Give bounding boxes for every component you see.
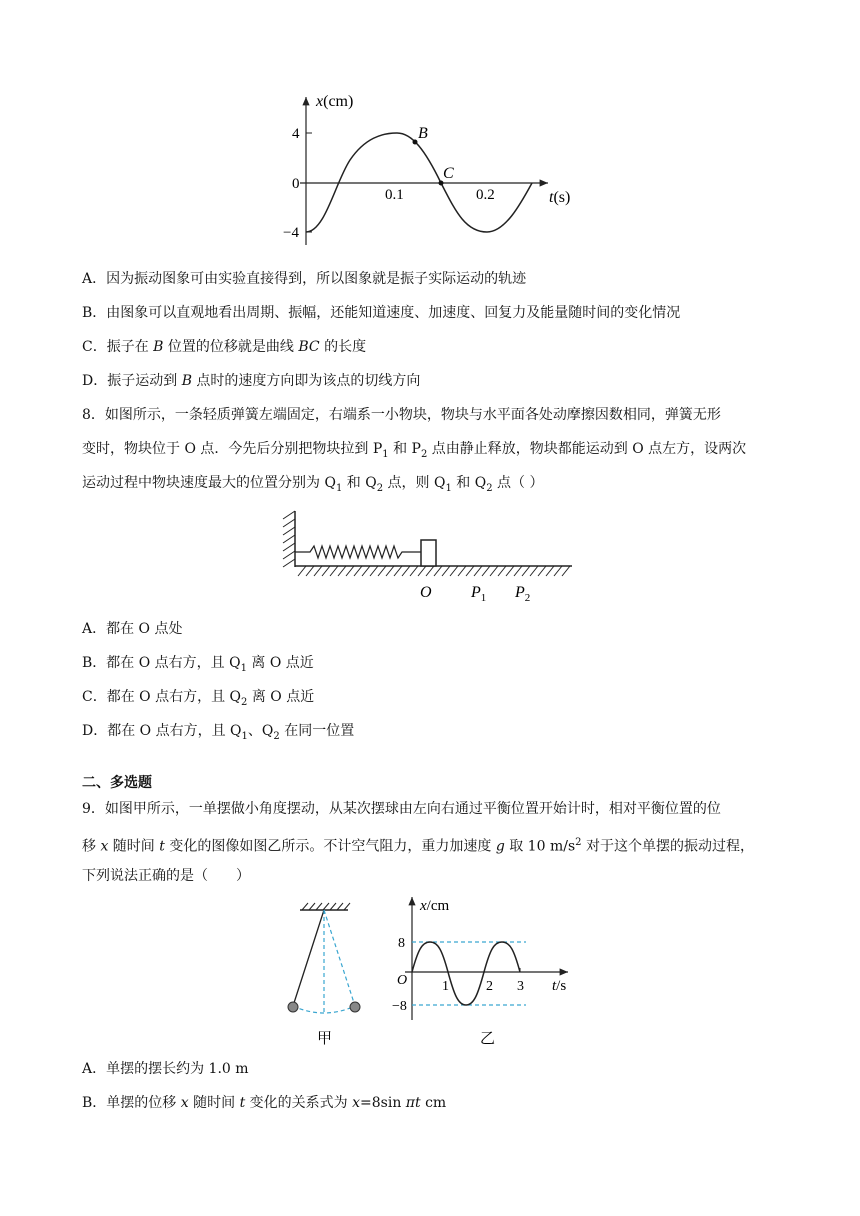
fig2-xtick-1: 1 bbox=[442, 979, 449, 994]
point-c-label: C bbox=[443, 165, 454, 182]
point-b-marker bbox=[413, 140, 418, 145]
oscillation-graph-figure bbox=[270, 88, 590, 248]
pendulum-string bbox=[293, 910, 324, 1006]
q9-option-b: B．单摆的位移 x 随时间 t 变化的关系式为 x=8sin πt cm bbox=[82, 1095, 447, 1111]
fig1-ytick-m4: −4 bbox=[283, 225, 299, 241]
fig2-x-label: t/s bbox=[552, 978, 567, 994]
fig2-y-label: x/cm bbox=[420, 898, 450, 914]
section-heading-multi-choice: 二、多选题 bbox=[82, 775, 152, 791]
fig1-xtick-02: 0.2 bbox=[476, 187, 495, 203]
fig-yi-label: 乙 bbox=[480, 1031, 496, 1047]
fig2-origin: O bbox=[397, 973, 408, 988]
q9-stem-line1: 9．如图甲所示，一单摆做小角度摆动，从某次摆球由左向右通过平衡位置开始计时，相对平衡位置的位 bbox=[82, 801, 721, 817]
q8-option-d: D．都在 O 点右方，且 $Q_1$、$Q_2$ 在同一位置 bbox=[82, 723, 355, 742]
q7-option-a: A．因为振动图象可由实验直接得到，所以图象就是振子实际运动的轨迹 bbox=[82, 271, 527, 287]
q8-option-a: A．都在 O 点处 bbox=[82, 621, 183, 637]
fig1-ytick-4: 4 bbox=[292, 126, 300, 142]
point-p1-label: $P_1$ bbox=[471, 584, 487, 604]
block bbox=[421, 540, 436, 566]
pendulum-bob-right bbox=[350, 1002, 360, 1012]
pendulum-bob-left bbox=[288, 1002, 298, 1012]
fig2-ytick-m8: −8 bbox=[392, 999, 407, 1014]
point-o-label: O bbox=[420, 584, 432, 601]
q8-option-b: B．都在 O 点右方，且 $Q_1$ 离 O 点近 bbox=[82, 655, 314, 674]
q9-stem-line2: 移 x 随时间 t 变化的图像如图乙所示。不计空气阻力，重力加速度 g 取 10 $m/s^2$ 对于这个单摆的振动过程， bbox=[82, 837, 754, 855]
point-p2-label: $P_2$ bbox=[515, 584, 531, 604]
spring bbox=[295, 546, 421, 558]
q8-option-c: C．都在 O 点右方，且 $Q_2$ 离 O 点近 bbox=[82, 689, 315, 708]
fig1-ytick-0: 0 bbox=[292, 176, 300, 192]
fig2-xtick-3: 3 bbox=[517, 979, 524, 994]
fig2-xtick-2: 2 bbox=[486, 979, 493, 994]
ground-hatching bbox=[298, 566, 570, 576]
q9-stem-line3: 下列说法正确的是（ ） bbox=[82, 868, 250, 884]
spring-block-figure bbox=[280, 505, 580, 605]
fig2-ytick-8: 8 bbox=[398, 936, 405, 951]
q7-option-d: D．振子运动到 B 点时的速度方向即为该点的切线方向 bbox=[82, 373, 421, 389]
q9-option-a: A．单摆的摆长约为 1.0 m bbox=[82, 1061, 249, 1077]
svg-text:x(cm): x(cm) bbox=[316, 93, 354, 110]
fig-jia-label: 甲 bbox=[317, 1031, 333, 1047]
fig1-x-label: t(s) bbox=[549, 189, 571, 206]
q8-stem-line2: 变时，物块位于 O 点．今先后分别把物块拉到 $P_1$ 和 $P_2$ 点由静止释放，物块都能运动到 O 点左方，设两次 bbox=[82, 441, 747, 460]
q7-option-b: B．由图象可以直观地看出周期、振幅，还能知道速度、加速度、回复力及能量随时间的变化情况 bbox=[82, 305, 681, 321]
fig1-xtick-01: 0.1 bbox=[385, 187, 404, 203]
q7-option-c: C．振子在 B 位置的位移就是曲线 BC 的长度 bbox=[82, 339, 367, 355]
pendulum-figure bbox=[280, 895, 580, 1055]
fig2-sine-curve bbox=[412, 942, 520, 1005]
q8-stem-line3: 运动过程中物块速度最大的位置分别为 $Q_1$ 和 $Q_2$ 点，则 $Q_1$ 和 $Q_2$ 点（ ） bbox=[82, 475, 544, 494]
q8-stem-line1: 8．如图所示，一条轻质弹簧左端固定，右端系一小物块，物块与水平面各处动摩擦因数相同，弹簧无形 bbox=[82, 407, 721, 423]
point-b-label: B bbox=[418, 125, 428, 142]
